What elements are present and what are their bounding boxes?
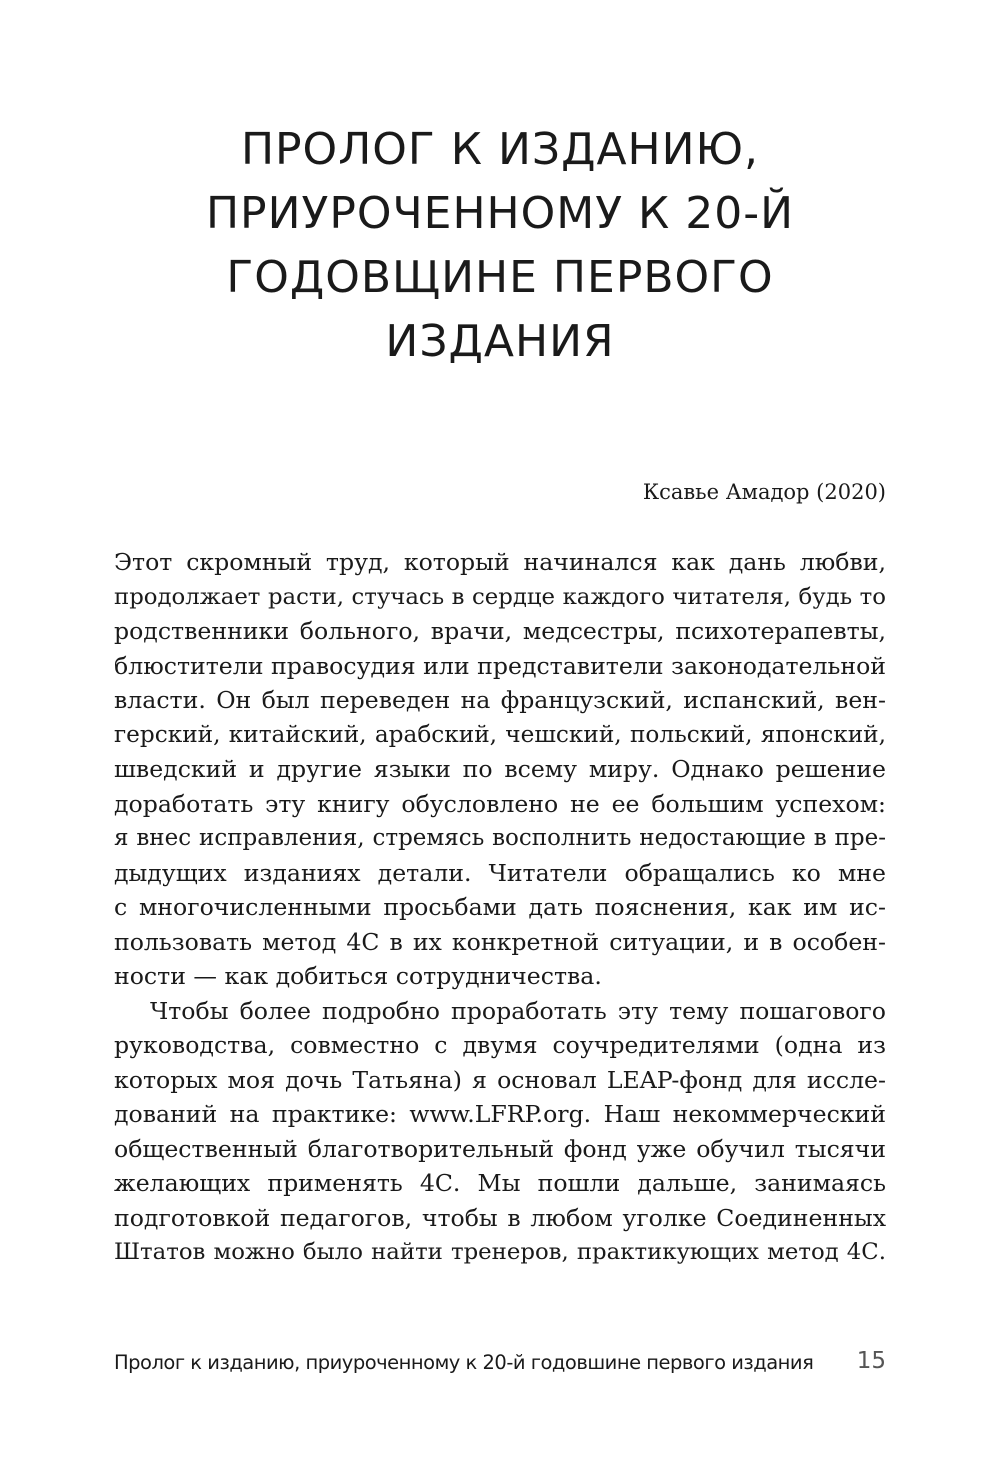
chapter-title-line: ПРИУРОЧЕННОМУ К 20-Й (205, 188, 795, 239)
text-line: я внес исправления, стремясь восполнить недостающие в пре- (114, 825, 886, 851)
text-line: пользовать метод 4С в их конкретной ситуации, и в особен- (114, 927, 886, 956)
text-line: доработать эту книгу обусловлено не ее большим успехом: (114, 789, 886, 818)
chapter-title-line: ПРОЛОГ К ИЗДАНИЮ, (240, 124, 760, 175)
text-line: дыдущих изданиях детали. Читатели обращались ко мне (114, 858, 886, 887)
text-line: с многочисленными просьбами дать пояснения, как им ис- (114, 893, 886, 921)
text-line: общественный благотворительный фонд уже обучил тысячи (114, 1134, 886, 1163)
text-line: герский, китайский, арабский, чешский, польский, японский, (114, 720, 886, 748)
text-line: дований на практике: www.LFRP.org. Наш некоммерческий (114, 1100, 886, 1128)
text-line: желающих применять 4С. Мы пошли дальше, занимаясь (114, 1169, 886, 1197)
text-line: Чтобы более подробно проработать эту тему пошагового (150, 996, 886, 1025)
text-line: Этот скромный труд, который начинался как дань любви, (114, 548, 886, 576)
text-line: продолжает расти, стучась в сердце каждого читателя, будь то (114, 583, 886, 610)
author-attribution: Ксавье Амадор (2020) (642, 480, 886, 504)
text-line: блюстители правосудия или представители законодательной (114, 651, 886, 680)
text-line: шведский и другие языки по всему миру. Однако решение (114, 755, 886, 783)
text-line: руководства, совместно с двумя соучредителями (одна из (114, 1031, 886, 1059)
text-line: власти. Он был переведен на французский, испанский, вен- (114, 686, 886, 714)
body-text (114, 545, 886, 1270)
text-line: Штатов можно было найти тренеров, практикующих метод 4С. (114, 1239, 886, 1265)
running-title: Пролог к изданию, приуроченному к 20-й годовшине первого издания (114, 1351, 814, 1374)
chapter-title-line: ИЗДАНИЯ (385, 316, 615, 367)
text-line: родственники больного, врачи, медсестры, психотерапевты, (114, 617, 886, 645)
text-line: ности — как добиться сотрудничества. (114, 962, 602, 990)
text-line: которых моя дочь Татьяна) я основал LEAP-фонд для иссле- (114, 1065, 886, 1094)
page-number: 15 (856, 1348, 886, 1374)
text-line: подготовкой педагогов, чтобы в любом уголке Соединенных (114, 1203, 886, 1232)
chapter-title-line: ГОДОВЩИНЕ ПЕРВОГО (226, 252, 774, 303)
chapter-title (100, 118, 900, 374)
page-footer (114, 1347, 886, 1377)
